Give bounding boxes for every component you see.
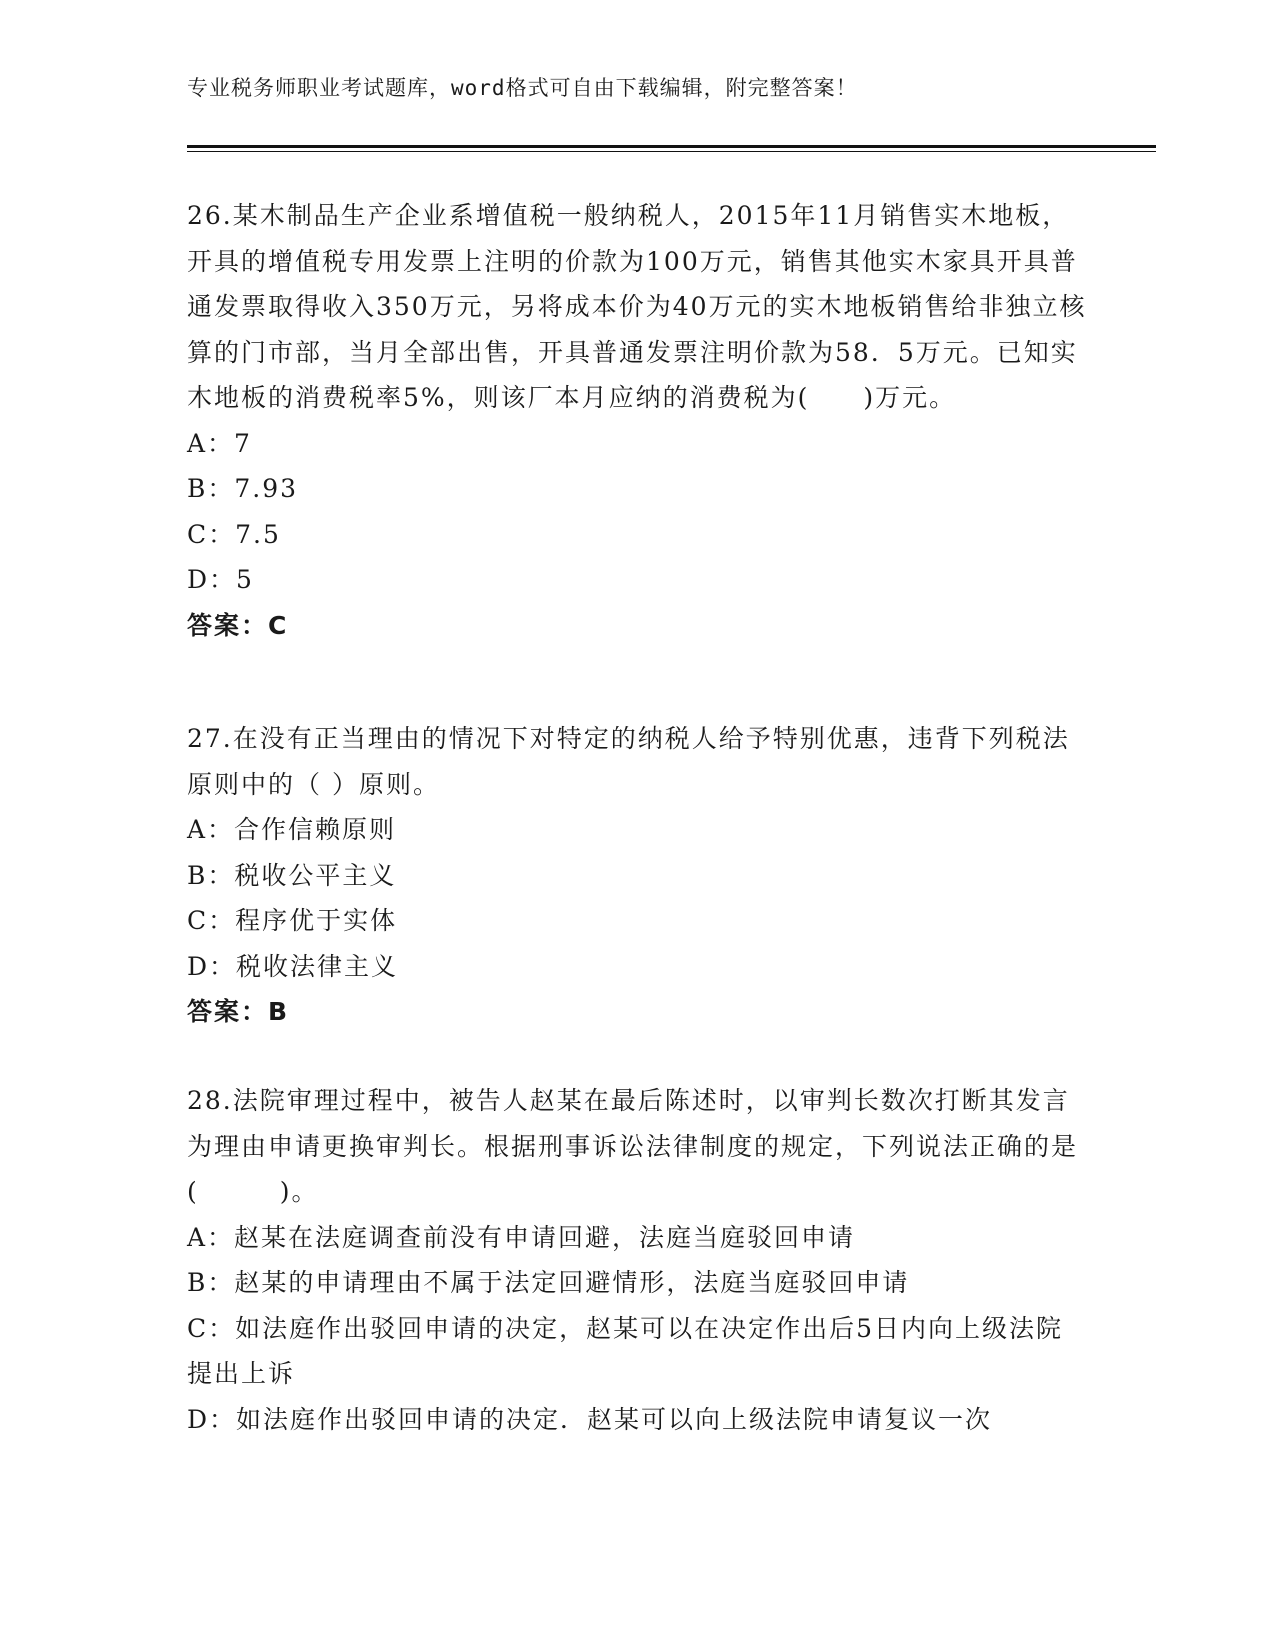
option-c: C：7.5 (187, 519, 281, 549)
question-27 (187, 716, 1087, 1035)
header-rule-thick (187, 145, 1156, 148)
question-stem: 26.某木制品生产企业系增值税一般纳税人，2015年11月销售实木地板，开具的增值税专用发票上注明的价款为100万元，销售其他实木家具开具普通发票取得收入350万元，另将成本价为40万元的实木地板销售给非独立核算的门市部，当月全部出售，开具普通发票注明价款为58．5万元。已知实木地板的消费税率5%，则该厂本月应纳的消费税为( )万元。 (187, 201, 1087, 412)
question-stem: 27.在没有正当理由的情况下对特定的纳税人给予特别优惠，违背下列税法原则中的（ ）原则。 (187, 724, 1070, 799)
option-a: A：赵某在法庭调查前没有申请回避，法庭当庭驳回申请 (187, 1222, 856, 1252)
option-d: D：如法庭作出驳回申请的决定．赵某可以向上级法院申请复议一次 (187, 1404, 993, 1434)
header-rule-thin (187, 151, 1156, 152)
option-a: A：合作信赖原则 (187, 815, 397, 844)
option-b: B：7.93 (187, 474, 299, 503)
question-stem: 28.法院审理过程中，被告人赵某在最后陈述时，以审判长数次打断其发言为理由申请更换审判长。根据刑事诉讼法律制度的规定，下列说法正确的是( )。 (187, 1086, 1079, 1206)
question-26 (187, 193, 1087, 648)
question-28 (187, 1078, 1087, 1442)
option-a: A：7 (187, 428, 252, 458)
option-c: C：如法庭作出驳回申请的决定，赵某可以在决定作出后5日内向上级法院提出上诉 (187, 1313, 1064, 1388)
option-b: B：赵某的申请理由不属于法定回避情形，法庭当庭驳回申请 (187, 1268, 910, 1297)
option-d: D：税收法律主义 (187, 951, 399, 981)
option-b: B：税收公平主义 (187, 860, 397, 890)
answer: 答案：C (187, 610, 289, 640)
answer: 答案：B (187, 997, 290, 1026)
option-d: D：5 (187, 565, 254, 594)
option-c: C：程序优于实体 (187, 906, 398, 935)
page-header: 专业税务师职业考试题库，word格式可自由下载编辑，附完整答案！ (187, 76, 858, 100)
